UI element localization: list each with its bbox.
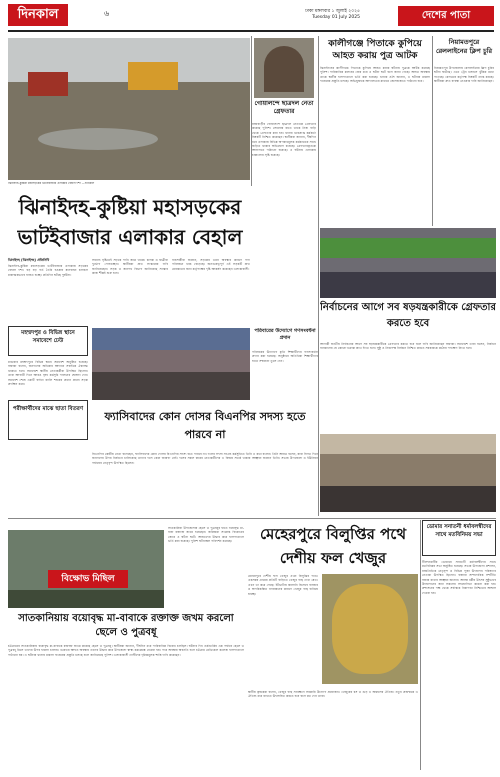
mid-story-2-text: বিএনপির কেন্দ্রীয় নেতা বলেছেন, ফ্যাসিবাদের কোন দোসর বিএনপির সদস্য হতে পারবে না। দলের সদস্য সংগ্রহ কর্মসূচিতে তিনি এ কথা বলেন। তিনি আরও বলেন, যারা বিগত দিনে জনগণের উপর নির্যাতন চালিয়েছে তাদের দলে কোন জায়গা নেই। দলের সকল স্তরের নেতাকর্মীদের এ বিষয়ে সতর্ক থাকার আহ্বান জানান তিনি। সভায় উপজেলা ও ইউনিয়ন পর্যায়ের নেতৃবৃন্দ উপস্থিত ছিলেন। (92, 452, 318, 465)
mid-story-1-headline: নির্বাচনের আগে সব ষড়যন্ত্রকারীকে গ্রেফতার করতে হবে (320, 302, 496, 329)
domar-story-box (422, 520, 496, 556)
meeting-photo-right (320, 434, 496, 512)
lower-middle-text: স্থানীয় কৃষকেরা বলেন, খেজুর গাছ সংরক্ষণে সরকারি উদ্যোগ প্রয়োজন। খেজুরের রস ও গুড় এ অঞ্চলের ঐতিহ্য। নতুন প্রজন্মকে এ ঐতিহ্য ধরে রাখতে উৎসাহিত করতে হবে বলে মত দেন তারা। (248, 690, 418, 699)
top-story-2-text: ঝিনাইদহের কালীগঞ্জে পিতাকে কুপিয়ে আহত করার ঘটনায় পুত্রকে আটক করেছে পুলিশ। পারিবারিক কলহের জের ধরে এ ঘটনা ঘটে বলে জানা গেছে। আহত অবস্থায় তাকে স্থানীয় হাসপাতালে ভর্তি করা হয়েছে। থানার ওসি জানান, এ ঘটনায় মামলা দায়েরের প্রস্তুতি চলছে। অভিযুক্তকে আদালতের মাধ্যমে জেলহাজতে পাঠানো হবে। (320, 66, 430, 84)
paper-name: দিনকাল (17, 7, 59, 22)
group-photo-right (320, 228, 496, 298)
lower-story-3-headline: ডোমার সনাতনী ধর্মাবলম্বীদের সাথে মতবিনিময় সভা (426, 524, 492, 538)
side-story-box (8, 326, 88, 356)
top-story-3-headline: নিয়ামতপুরে রেললাইনের ক্লিপ চুরি (435, 38, 493, 55)
lower-story-1-text: মেহেরপুরে দেশীয় ফল খেজুর এখন বিলুপ্তির পথে। একসময় গ্রামের প্রতিটি বাড়িতে খেজুর গাছ দেখা যেত। এখন তা কমে গেছে। ইটভাটায় জ্বালানি হিসেবে ব্যবহার ও অপরিকল্পিত নগরায়নের কারণে খেজুর গাছ হারিয়ে যাচ্ছে। (248, 574, 318, 596)
lead-photo-caption: ঝিনাইদহ-কুষ্টিয়া মহাসড়কের ভাটইবাজার এলাকার বেহাল দশা —দিনকাল (8, 182, 95, 185)
lower-story-3-text: নীলফামারীর ডোমারে সনাতনী ধর্মাবলম্বীদের সাথে মতবিনিময় সভা অনুষ্ঠিত হয়েছে। সভায় উপজেলা প্রশাসন, রাজনৈতিক নেতৃবৃন্দ ও বিভিন্ন পূজা উদযাপন পরিষদের নেতারা উপস্থিত ছিলেন। বক্তারা সাম্প্রদায়িক সম্প্রীতি বজায় রাখার আহ্বান জানান। আসন্ন ধর্মীয় উৎসব সুষ্ঠুভাবে উদযাপনের জন্য সকলের সহযোগিতা কামনা করা হয়। প্রশাসনের পক্ষ থেকে সর্বাত্মক নিরাপত্তা নিশ্চিতের আশ্বাস দেওয়া হয়। (422, 560, 496, 595)
side-story-1-text: মাগুরার মহম্মদপুরে বিভিন্ন স্থানে সমাবেশ অনুষ্ঠিত হয়েছে। বক্তারা বলেন, জনগণের অধিকার আদায়ে সবাইকে ঐক্যবদ্ধ থাকতে হবে। সমাবেশে স্থানীয় নেতাকর্মীরা উপস্থিত ছিলেন। তারা আগামী দিনে আরও বৃহৎ কর্মসূচি পালনের ঘোষণা দেন। সমাবেশ শেষে একটি বর্ণাঢ্য র‍্যালি শহরের প্রধান প্রধান সড়ক প্রদক্ষিণ করে। (8, 360, 88, 387)
top-story-3-text: নিয়ামতপুর উপজেলায় রেললাইনের ক্লিপ চুরির ঘটনা ঘটেছে। এতে ট্রেন চলাচল ঝুঁকির মধ্যে পড়েছে। রেলওয়ে কর্তৃপক্ষ বিষয়টি তদন্ত করছে। স্থানীয়রা দ্রুত ব্যবস্থা নেওয়ার দাবি জানিয়েছেন। (434, 66, 494, 84)
top-story-1-text: রাজবাড়ীর গোয়ালন্দে ছাত্রদল নেতাকে গ্রেফতার করেছে পুলিশ। সোমবার রাতে তাকে নিজ বাড়ি থেকে গ্রেফতার করা হয়। থানার ভারপ্রাপ্ত কর্মকর্তা বিষয়টি নিশ্চিত করেছেন। স্থানীয়রা জানান, দীর্ঘদিন ধরে এলাকায় বিভিন্ন অপরাধমূলক কর্মকাণ্ডের সাথে জড়িত থাকার অভিযোগ রয়েছে। গ্রেফতারকৃতকে আদালতে পাঠানো হয়েছে। এ ঘটনায় এলাকায় চাঞ্চল্যের সৃষ্টি হয়েছে। (252, 122, 316, 157)
lower-story-1-headline-line-1: মেহেরপুরে বিলুপ্তির পথে (259, 525, 407, 543)
lead-headline-line-1: ঝিনাইদহ-কুষ্টিয়া মহাসড়কের (18, 195, 242, 219)
masthead-rule (8, 30, 494, 32)
masthead (8, 4, 494, 34)
mid-story-1-text: আগামী জাতীয় নির্বাচনের আগে সব ষড়যন্ত্রকারীকে গ্রেফতার করতে হবে বলে দাবি জানিয়েছেন বক্তারা। সমাবেশে তারা বলেন, নির্বাচন বানচালের যে কোনো চক্রান্ত রুখে দিতে হবে। সুষ্ঠু ও নিরপেক্ষ নির্বাচন নিশ্চিত করতে সরকারকে কঠোর পদক্ষেপ নিতে হবে। (320, 342, 496, 351)
story-photo-top-middle (254, 38, 314, 98)
side-story-2-text: পরিবারের উদ্যোগে কৃতি শিক্ষার্থীদের গণসংবর্ধনা প্রদান করা হয়েছে। অনুষ্ঠানে অতিথিরা শিক্ষার্থীদের হাতে সম্মাননা তুলে দেন। (252, 350, 318, 363)
column-rule-2 (318, 36, 319, 516)
page-number: ৬ (104, 9, 110, 18)
protest-photo (8, 530, 164, 608)
mid-bottom-text: সাতকানিয়া উপজেলায় ছেলে ও পুত্রবধূর হাতে বয়োবৃদ্ধ মা-বাবা রক্তাক্ত জখম হয়েছেন। জমিজমা সংক্রান্ত বিরোধের জেরে এ ঘটনা ঘটে। আহতদের উদ্ধার করে হাসপাতালে ভর্তি করা হয়েছে। পুলিশ ঘটনাস্থল পরিদর্শন করেছে। (168, 526, 244, 544)
lead-headline-line-2: ভাটইবাজার এলাকার বেহাল (17, 225, 243, 249)
date-en: Tuesday 01 July 2025 (312, 15, 360, 20)
lead-body-col-3: ব্যবসায়ীরা জানান, সড়কের এমন অবস্থার কারণে পণ্য পরিবহনে খরচ বেড়েছে। জনগুরুত্বপূর্ণ এই সড়কটি দ্রুত মেরামতের জন্য কর্তৃপক্ষের দৃষ্টি আকর্ষণ করেছেন এলাকাবাসী। (172, 258, 250, 271)
column-rule-1 (251, 36, 252, 186)
lead-photo (8, 38, 250, 180)
lower-story-1-headline-line-2: দেশীয় ফল খেজুর (279, 549, 387, 567)
section-title: দেশের পাতা (398, 6, 494, 26)
column-rule-4 (420, 520, 421, 770)
lead-body-col-1: ঝিনাইদহ-কুষ্টিয়া মহাসড়কের ভাটইবাজার এলাকায় সড়কের বেহাল দশা। বড় বড় গর্ত তৈরি হওয়ায় যানবাহন চলাচল মারাত্মকভাবে ব্যাহত হচ্ছে। প্রতিদিন ঘটছে দুর্ঘটনা। (8, 264, 88, 277)
side-story-2-headline: পরিবারের উদ্যোগে গণসংবর্ধনা প্রদান (254, 328, 316, 341)
horizontal-rule-1 (8, 518, 496, 519)
top-story-2-headline: কালীগঞ্জে পিতাকে কুপিয়ে আহত করায় পুত্র আটক (328, 39, 422, 61)
side-story-1-headline: মহম্মদপুর ও বিভিন্ন স্থানে সমাবেশে ঢেউ (21, 330, 75, 344)
umbrella-story-box (8, 400, 88, 440)
stage-photo (92, 328, 250, 400)
lower-story-2-headline: সাতকানিয়ায় বয়োবৃদ্ধ মা-বাবাকে রক্তাক্ত জখম করলো ছেলে ও পুত্রবধূ (18, 613, 234, 638)
top-story-1-headline: গোয়ালন্দে ছাত্রদল নেতা গ্রেফতার (254, 100, 314, 115)
side-story-3-headline: পরীক্ষার্থীদের মাঝে ছাতা বিতরণ (12, 406, 84, 412)
lead-byline: ঝিনাইদহ (ঝিনাইদহ) প্রতিনিধি (8, 258, 50, 262)
lower-story-2-text: চট্টগ্রামের সাতকানিয়ায় বয়োবৃদ্ধ মা-বাবাকে রক্তাক্ত জখম করেছে ছেলে ও পুত্রবধূ। স্থানীয়রা জানান, দীর্ঘদিন ধরে পারিবারিক বিরোধ চলছিল। ঘটনার দিন তর্কাতর্কির এক পর্যায়ে ছেলে ও পুত্রবধূ মিলে তাদের উপর হামলা চালায়। গুরুতর আহত অবস্থায় তাদের উদ্ধার করে উপজেলা স্বাস্থ্য কমপ্লেক্সে নেওয়া হয়। পরে অবস্থার অবনতি হলে চট্টগ্রাম মেডিকেল কলেজ হাসপাতালে পাঠানো হয়। এ ঘটনায় থানায় মামলা দায়েরের প্রস্তুতি চলছে বলে জানিয়েছে পুলিশ। এলাকাবাসী দোষীদের দৃষ্টান্তমূলক শাস্তি দাবি করেছেন। (8, 644, 244, 657)
mid-story-2-headline: ফ্যাসিবাদের কোন দোসর বিএনপির সদস্য হতে পারবে না (104, 410, 306, 441)
lead-body-col-2: সামান্য বৃষ্টিতেই সড়কে পানি জমে থাকে। চালক ও যাত্রীরা দুর্ভোগ পোহাচ্ছেন। স্থানীয়রা দ্রুত সংস্কারের দাবি জানিয়েছেন। সড়ক ও জনপথ বিভাগ জানিয়েছে সংস্কার কাজ শীঘ্রই শুরু হবে। (92, 258, 168, 276)
protest-banner: বিক্ষোভ মিছিল (48, 570, 128, 588)
date-bn: ঢাকা মঙ্গলবার ১ জুলাই ২০২৫ (305, 9, 360, 14)
column-rule-3 (432, 36, 433, 226)
date-palm-photo (322, 574, 418, 684)
